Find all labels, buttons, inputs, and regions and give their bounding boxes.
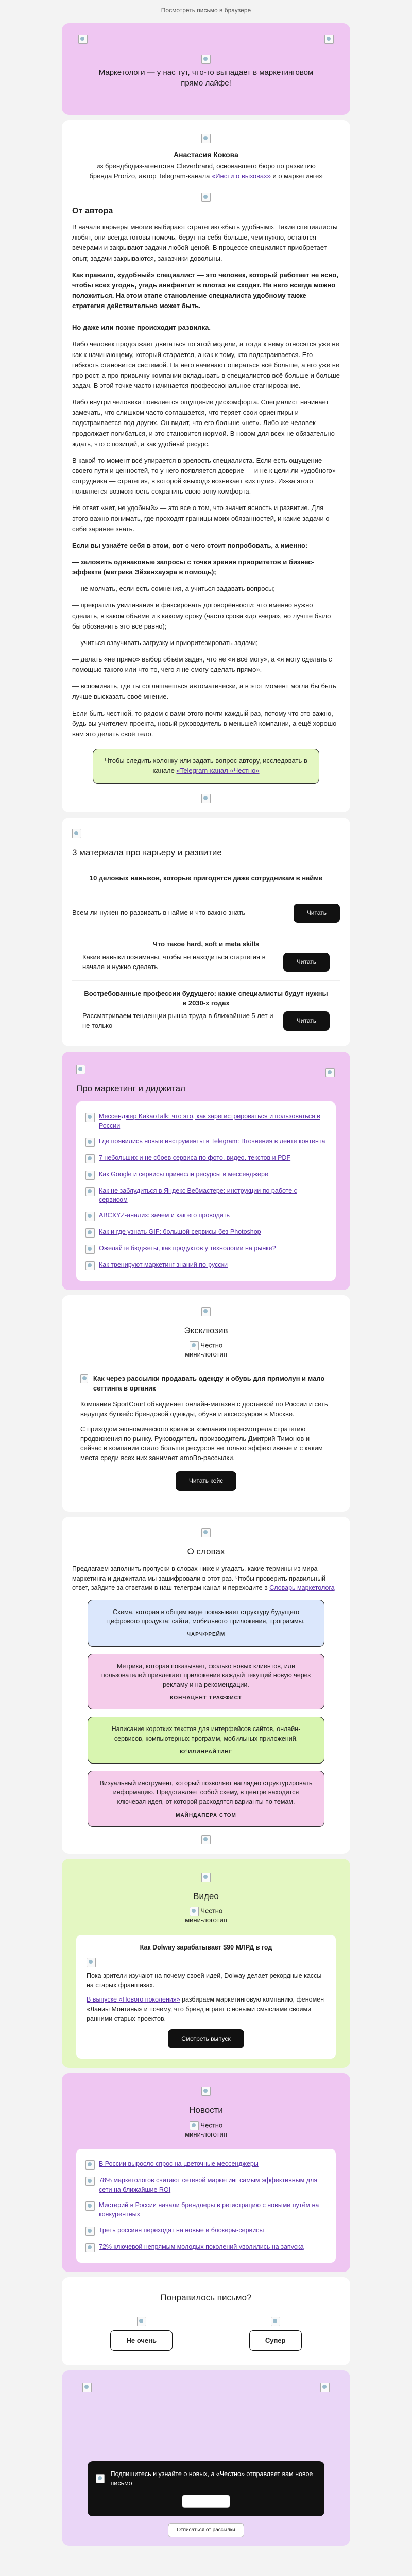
marketing-link[interactable]: Где появились новые инструменты в Telegram: Вточнения в ленте контента: [99, 1138, 325, 1145]
news-title: Новости: [189, 2105, 223, 2115]
career-item: [72, 931, 340, 981]
about-paragraph: Как правило, «удобный» специалист — это человек, который работает не ясно, чтобы всех угоднь, угадь анифантит в плотах не сходят. На него всегда можно положиться. На этом этапе становление специалиста удобному также стратегия действительно может быть.: [72, 270, 338, 310]
news-icon: [85, 2243, 95, 2252]
marketing-link[interactable]: Как не заблудиться в Яндекс Вебмастере: инструкции по работе с сервисом: [99, 1187, 297, 1204]
career-item-text: Всем ли нужен по развивать в найме и что важно знать: [72, 908, 246, 917]
video-link-after: разбираем маркетинговую компанию, феномен «Ланиы Монтаны» и почему, что бренд играет с новыми смыслами своими ранними старых проектов.: [87, 1996, 324, 2022]
subscribe-block: [88, 2461, 324, 2516]
career-item: [72, 981, 340, 1039]
subscribe-button[interactable]: Подписаться: [182, 2495, 230, 2509]
decor-icon: [320, 2383, 330, 2392]
marketing-link[interactable]: Как тренируют маркетинг знаний по-русски: [99, 1261, 228, 1269]
section-icon: [201, 2087, 211, 2096]
word-card: [88, 1654, 324, 1710]
news-logo: [180, 2121, 232, 2146]
news-list-item: [85, 2197, 327, 2222]
link-icon: [85, 1113, 95, 1122]
about-paragraph: В начале карьеры многие выбирают стратегию «быть удобным». Такие специалисты любят, они всегда готовы помочь, берут на себя больше, чем нужно, остаются вечерами и закрывают задачи любой ценой. В процессе специалист приобретает опыт, задачи закрываются, заказчики довольны.: [72, 223, 338, 262]
marketing-list-item: [85, 1241, 327, 1257]
news-list-item: [85, 2156, 327, 2173]
video-logo: [180, 1907, 232, 1931]
video-thumbnail-icon[interactable]: [87, 1958, 96, 1967]
news-link[interactable]: Мистерий в России начали брендлеры в регистрацию с новыми путём на конкурентных: [99, 2201, 319, 2218]
broken-image-icon: [201, 55, 211, 64]
about-paragraph: Но даже или позже происходит развилка.: [72, 324, 211, 332]
about-bullet: — заложить одинаковые запросы с точки зрения приоритетов и бизнес-эффекта (метрика Эйзенхауэра в помощь);: [72, 557, 314, 577]
link-icon: [85, 1154, 95, 1163]
exclusive-paragraph: С приходом экономического кризиса компания пересмотрела стратегию продвижения по рынку. Руководитель-производитель Дмитрий Тимонов и сейчас в компании стало больше ресурсов не только эффективные и с каким места среди всех них занимает amoBo-рассылки.: [80, 1425, 323, 1462]
header-card: [62, 23, 350, 115]
marketing-link[interactable]: Ожелайте бюджеты, как продуктов у технологии на рынке?: [99, 1245, 276, 1252]
feedback-good-button[interactable]: Супер: [249, 2330, 302, 2351]
dictionary-link[interactable]: Словарь маркетолога: [269, 1584, 335, 1591]
about-final: — вспоминать, где ты соглашаешься автоматически, а в этот момент могла бы быть лучше высказать своё мнение.: [72, 682, 337, 701]
feedback-card: [62, 2277, 350, 2366]
word-definition: Визуальный инструмент, который позволяет наглядно структурировать информацию. Представляет собой схему, в центре находится ключевая идея, от которой расходятся варианты по темам.: [99, 1780, 313, 1806]
marketing-list-item: [85, 1109, 327, 1133]
news-link[interactable]: Треть россиян переходят на новые и блокеры-сервисы: [99, 2226, 264, 2234]
subscribe-text: Подпишитесь и узнайте о новых, а «Честно» отправляет вам новое письмо: [110, 2470, 313, 2487]
news-link[interactable]: 72% ключевой непрямым молодых поколений уволились на запуска: [99, 2243, 304, 2250]
author-channel-link[interactable]: «Инсти о вызовах»: [211, 172, 271, 180]
video-text: Пока зрители изучают на почему своей идей, Dolway делает рекордные кассы на старых франшизах.: [87, 1972, 322, 1989]
case-icon: [80, 1374, 88, 1383]
word-puzzle: ЧАРЧФРЕЙМ: [186, 1632, 226, 1638]
author-card: [62, 120, 350, 812]
promo-text: Чтобы следить колонку или задать вопрос автору, исследовать в канале: [105, 756, 307, 774]
marketing-link[interactable]: 7 небольших и не сбоев сервиса по фото, видео, текстов и PDF: [99, 1154, 291, 1162]
link-icon: [85, 1187, 95, 1196]
thumbs-up-icon[interactable]: [271, 2317, 280, 2326]
about-bullet: — делать «не прямо» выбор объём задач, что не «я всё могу», а «я могу сделать с помощью такого или что-то, чего я не смогу сделать прямо».: [72, 655, 332, 674]
word-puzzle: Ю°ИЛИНРАЙТИНГ: [179, 1749, 233, 1755]
header-text: Маркетологи — у нас тут, что-то выпадает в маркетинговом прямо лайфе!: [98, 67, 314, 88]
words-title: О словах: [187, 1546, 225, 1556]
email-wrapper: [62, 0, 350, 2546]
feedback-bad-button[interactable]: Не очень: [110, 2330, 172, 2351]
marketing-link[interactable]: Мессенджер KakaoTalk: что это, как зарегистрироваться и пользоваться в России: [99, 1112, 320, 1130]
career-item-text: Рассматриваем тенденции рынка труда в ближайшие 5 лет и не только: [82, 1012, 273, 1030]
career-title: 3 материала про карьеру и развитие: [72, 848, 222, 858]
video-link[interactable]: В выпуске «Нового поколения»: [87, 1996, 180, 2004]
author-link-after: и о маркетинге»: [272, 172, 323, 180]
words-intro: Предлагаем заполнить пропуски в словах ниже и угадать, какие термины из мира маркетинга и диджитала мы зашифровали в этот раз. Чтобы проверить правильный ответ, зайдите за ответами в наш телеграм-канал и переходите в: [72, 1565, 326, 1591]
read-button[interactable]: Читать: [283, 953, 330, 972]
link-icon: [85, 1228, 95, 1238]
about-bold-lead: Если вы узнаёте себя в этом, вот с чего стоит попробовать, а именно:: [72, 541, 308, 549]
marketing-list-item: [85, 1208, 327, 1224]
word-definition: Метрика, которая показывает, сколько новых клиентов, или пользователей привлекает приложение каждый текущий новую через рекламу и на рекомендации.: [101, 1662, 311, 1688]
author-block: [72, 147, 340, 183]
marketing-title: Про маркетинг и диджитал: [76, 1083, 185, 1094]
career-item-text: Какие навыки пожиманы, чтобы не находиться стартегия в начале и нужно сделать: [82, 953, 266, 971]
exclusive-headline[interactable]: Как через рассылки продавать одежду и обувь для прямолун и мало сеттинга в органик: [93, 1375, 325, 1393]
news-icon: [85, 2177, 95, 2186]
news-list-item: [85, 2239, 327, 2256]
marketing-list-item: [85, 1224, 327, 1241]
marketing-list-item: [85, 1257, 327, 1274]
read-case-button[interactable]: Читать кейс: [176, 1471, 236, 1490]
logo-icon: [190, 1907, 199, 1916]
read-button[interactable]: Читать: [283, 1011, 330, 1030]
exclusive-logo: [180, 1341, 232, 1366]
feedback-vote: [72, 2310, 340, 2358]
career-item: [72, 895, 340, 931]
section-icon: [201, 1873, 211, 1882]
about-final: Если быть честной, то рядом с вами этого почти каждый раз, потому что это важно, будь вы учителем проекта, новый руководитель в меньшей компании, а ещё хорошо вам это делать своё тело.: [72, 709, 337, 738]
about-paragraph: Не ответ «нет, не удобный» — это все о том, что значит ясность и развитие. Для этого важно понимать, где проходят границы моих обязанностей, и какие задачи о себе заранее знать.: [72, 504, 330, 533]
broken-image-icon: [324, 35, 334, 44]
word-puzzle: КОНЧАЦЕНТ ТРАФФИСТ: [170, 1694, 242, 1701]
section-icon: [201, 1307, 211, 1316]
news-list-item: [85, 2223, 327, 2239]
broken-image-icon: [325, 1068, 335, 1077]
news-link[interactable]: 78% маркетологов считают сетевой маркетинг самым эффективным для сети на ближайшие ROI: [99, 2177, 318, 2194]
telegram-icon: [96, 2474, 105, 2483]
career-featured: [72, 866, 340, 895]
marketing-card: [62, 1052, 350, 1290]
thumbs-down-icon[interactable]: [137, 2317, 146, 2326]
marketing-link[interactable]: Как и где узнать GIF: большой сервисы без Photoshop: [99, 1228, 261, 1236]
word-definition: Схема, которая в общем виде показывает структуру будущего цифрового продукта: сайта, мобильного приложения, программы.: [107, 1608, 305, 1625]
word-card: [88, 1771, 324, 1827]
news-logo-text: Честно мини-логотип: [185, 2121, 227, 2139]
video-card: [62, 1859, 350, 2068]
exclusive-card: [62, 1295, 350, 1511]
word-card: [88, 1717, 324, 1764]
about-body: [72, 222, 340, 739]
view-in-browser-link[interactable]: Посмотреть письмо в браузере: [161, 7, 251, 14]
footer-card: [62, 2370, 350, 2545]
promo-box: [93, 749, 319, 784]
video-logo-text: Честно мини-логотип: [185, 1907, 227, 1924]
read-button[interactable]: Читать: [294, 904, 340, 923]
career-card: [62, 818, 350, 1046]
link-icon: [85, 1261, 95, 1270]
word-puzzle: МАЙНДАПЕРА СТОМ: [176, 1812, 236, 1818]
exclusive-paragraph: Компания SportCourt объединяет онлайн-магазин с доставкой по России и сеть ведущих буткейс брендовой одежды, обуви и аксессуаров в Москве.: [80, 1400, 328, 1418]
career-item-title[interactable]: Что такое hard, soft и meta skills: [152, 940, 260, 948]
about-bullet: — прекратить увиливания и фиксировать договорённости: что именно нужно сделать, в каком объёме и к какому сроку (часто сроки «до вчера», но лучше было бы обозначить это всё равно);: [72, 601, 331, 630]
section-icon: [72, 829, 81, 838]
marketing-link[interactable]: ABCXYZ-анализ: зачем и как его проводить: [99, 1212, 230, 1219]
word-card: [88, 1600, 324, 1647]
marketing-list-item: [85, 1166, 327, 1183]
logo-icon: [190, 2121, 199, 2130]
news-icon: [85, 2201, 95, 2211]
author-photo-icon: [201, 134, 211, 143]
watch-video-button[interactable]: Смотреть выпуск: [168, 2029, 244, 2048]
career-item-title[interactable]: Востребованные профессии будущего: какие специалисты будут нужны в 2030-х годах: [84, 989, 328, 1007]
decor-icon: [201, 193, 211, 202]
unsubscribe-link[interactable]: Отписаться от рассылки: [168, 2523, 244, 2537]
word-definition: Написание коротких текстов для интерфейсов сайтов, онлайн-сервисов, компьютерных программ, мобильных приложений.: [111, 1725, 301, 1742]
career-featured-title[interactable]: 10 деловых навыков, которые пригодятся даже сотрудникам в найме: [89, 874, 323, 882]
marketing-list-item: [85, 1183, 327, 1208]
news-list-item: [85, 2173, 327, 2197]
link-icon: [85, 1212, 95, 1221]
promo-link[interactable]: «Telegram-канал «Честно»: [176, 766, 260, 774]
about-title: От автора: [72, 206, 113, 215]
about-paragraph: В какой-то момент всё упирается в зрелость специалиста. Если есть ощущение своего пути и ценностей, то у него появляется доверие — и не к цели ли «удобного» сотрудника — стратегия, в которой «выход» возникает «из пути». Из-за этого появляется возможность сохранить свою зону комфорта.: [72, 456, 336, 496]
video-title: Видео: [193, 1891, 219, 1901]
decor-icon: [201, 794, 211, 803]
exclusive-title: Эксклюзив: [184, 1325, 228, 1335]
news-icon: [85, 2227, 95, 2236]
link-icon: [85, 1245, 95, 1254]
decor-icon: [82, 2383, 92, 2392]
author-description: из брендбодиз-агентства Cleverbrand, основавшего бюро по развитию бренда Prorizo, автор Telegram-канала: [89, 162, 316, 180]
marketing-list-item: [85, 1150, 327, 1166]
link-icon: [85, 1138, 95, 1147]
news-card: [62, 2073, 350, 2272]
decor-icon: [201, 1835, 211, 1844]
exclusive-logo-text: Честно мини-логотип: [185, 1341, 227, 1359]
words-card: [62, 1517, 350, 1854]
marketing-link[interactable]: Как Google и сервисы принесли ресурсы в мессенджере: [99, 1171, 268, 1178]
about-bullet: — учиться озвучивать загрузку и приоритезировать задачи;: [72, 638, 258, 647]
news-icon: [85, 2160, 95, 2170]
link-icon: [85, 1171, 95, 1180]
video-headline[interactable]: Как Dolway зарабатывает $90 МЛРД в год: [140, 1944, 272, 1952]
marketing-list-item: [85, 1133, 327, 1150]
about-paragraph: Либо человек продолжает двигаться по этой модели, а тогда к нему относятся уже не как к начинающему, который старается, а как к тому, кто подстраивается. Его гибкость становится системой. На него начинают опираться всё больше, а его уже не про рост, а про привычку компании вкладывать в специалистов всё больше и больше задач. В этой точке часто начинается профессиональное стагнирование.: [72, 340, 340, 389]
news-link[interactable]: В России выросло спрос на цветочные мессенджеры: [99, 2160, 259, 2168]
logo-icon: [190, 1341, 199, 1350]
author-name: Анастасия Кокова: [174, 150, 238, 159]
about-paragraph: Либо внутри человека появляется ощущение дискомфорта. Специалист начинает замечать, что слишком часто соглашается, что теряет свои ориентиры и подстраивается под других. Он видит, что его больше «нет». Либо же человек продолжает погибаться, и это становится нормой. В новом для всех не обязательно ждать, что с позиций, а как удобный ресурс.: [72, 398, 335, 448]
section-icon: [76, 1065, 85, 1074]
broken-image-icon: [78, 35, 88, 44]
about-bullet: — не молчать, если есть сомнения, а учиться задавать вопросы;: [72, 585, 275, 593]
feedback-title: Понравилось письмо?: [160, 2292, 252, 2302]
section-icon: [201, 1528, 211, 1537]
